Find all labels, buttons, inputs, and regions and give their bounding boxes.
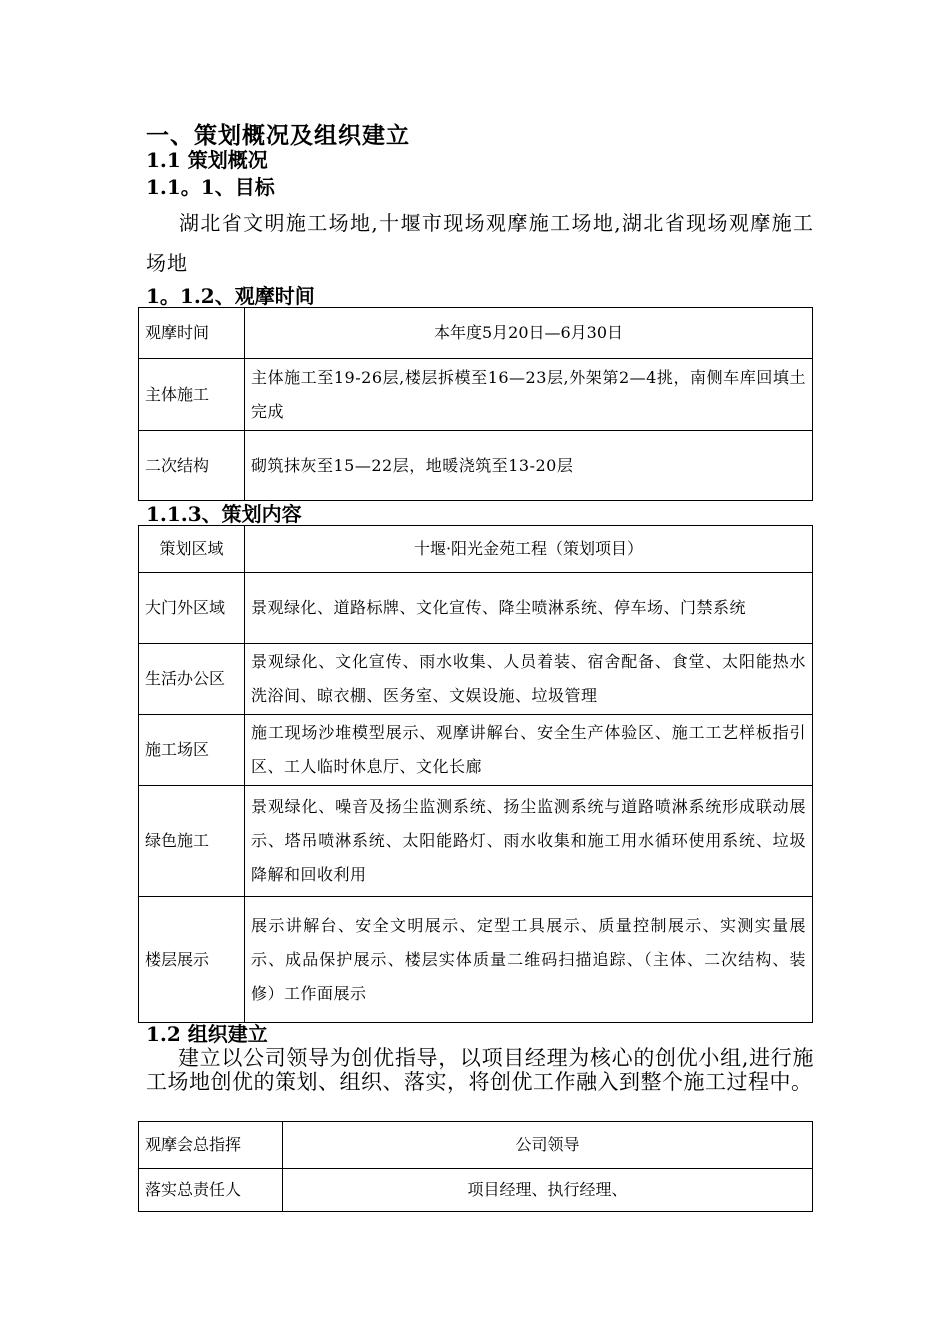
table-cell-label: 二次结构 [139, 431, 245, 501]
table-row [139, 897, 813, 1023]
observe-time-table [138, 307, 813, 501]
table-header-value: 十堰·阳光金苑工程（策划项目） [245, 526, 813, 573]
table-cell-label: 落实总责任人 [139, 1169, 283, 1212]
goal-paragraph: 湖北省文明施工场地,十堰市现场观摩施工场地,湖北省现场观摩施工场地 [146, 211, 814, 275]
table-row [139, 359, 813, 431]
table-cell-value: 砌筑抹灰至15—22层，地暖浇筑至13-20层 [245, 431, 813, 501]
table-cell-label: 大门外区域 [139, 573, 245, 644]
subsection-title-1-2: 1.2 组织建立 [146, 1022, 268, 1046]
table-cell-value: 景观绿化、道路标牌、文化宣传、降尘喷淋系统、停车场、门禁系统 [245, 573, 813, 644]
table-row [139, 1169, 813, 1212]
subsection-title-1-1-2: 1。1.2、观摩时间 [146, 284, 315, 308]
table-cell-label: 观摩会总指挥 [139, 1122, 283, 1169]
table-cell-label: 施工场区 [139, 715, 245, 786]
table-cell-value: 主体施工至19-26层,楼层拆模至16—23层,外架第2—4挑，南侧车库回填土完成 [245, 359, 813, 431]
table-cell-value: 景观绿化、文化宣传、雨水收集、人员着装、宿舍配备、食堂、太阳能热水洗浴间、晾衣棚、医务室、文娱设施、垃圾管理 [245, 644, 813, 715]
table-row [139, 431, 813, 501]
table-cell-value: 公司领导 [283, 1122, 813, 1169]
table-cell-value: 展示讲解台、安全文明展示、定型工具展示、质量控制展示、实测实量展示、成品保护展示、楼层实体质量二维码扫描追踪、（主体、二次结构、装修）工作面展示 [245, 897, 813, 1023]
plan-content-table [138, 525, 813, 1023]
org-table [138, 1121, 813, 1212]
table-header-row [139, 526, 813, 573]
table-cell-value: 本年度5月20日—6月30日 [245, 308, 813, 359]
table-cell-label: 绿色施工 [139, 786, 245, 897]
table-row [139, 1122, 813, 1169]
table-cell-value: 景观绿化、噪音及扬尘监测系统、扬尘监测系统与道路喷淋系统形成联动展示、塔吊喷淋系统、太阳能路灯、雨水收集和施工用水循环使用系统、垃圾降解和回收利用 [245, 786, 813, 897]
table-cell-label: 主体施工 [139, 359, 245, 431]
table-header-label: 策划区域 [139, 526, 245, 573]
table-row [139, 786, 813, 897]
org-paragraph: 建立以公司领导为创优指导，以项目经理为核心的创优小组,进行施工场地创优的策划、组织、落实，将创优工作融入到整个施工过程中。 [146, 1046, 814, 1094]
subsection-title-1-1-1: 1.1。1、目标 [146, 175, 275, 199]
table-row [139, 715, 813, 786]
table-row [139, 308, 813, 359]
table-cell-value: 施工现场沙堆模型展示、观摩讲解台、安全生产体验区、施工工艺样板指引区、工人临时休息厅、文化长廊 [245, 715, 813, 786]
table-cell-value: 项目经理、执行经理、 [283, 1169, 813, 1212]
table-cell-label: 生活办公区 [139, 644, 245, 715]
table-cell-label: 观摩时间 [139, 308, 245, 359]
subsection-title-1-1: 1.1 策划概况 [146, 148, 268, 172]
subsection-title-1-1-3: 1.1.3、策划内容 [146, 502, 302, 526]
section-title: 一、策划概况及组织建立 [146, 122, 410, 149]
table-cell-label: 楼层展示 [139, 897, 245, 1023]
table-row [139, 573, 813, 644]
table-row [139, 644, 813, 715]
